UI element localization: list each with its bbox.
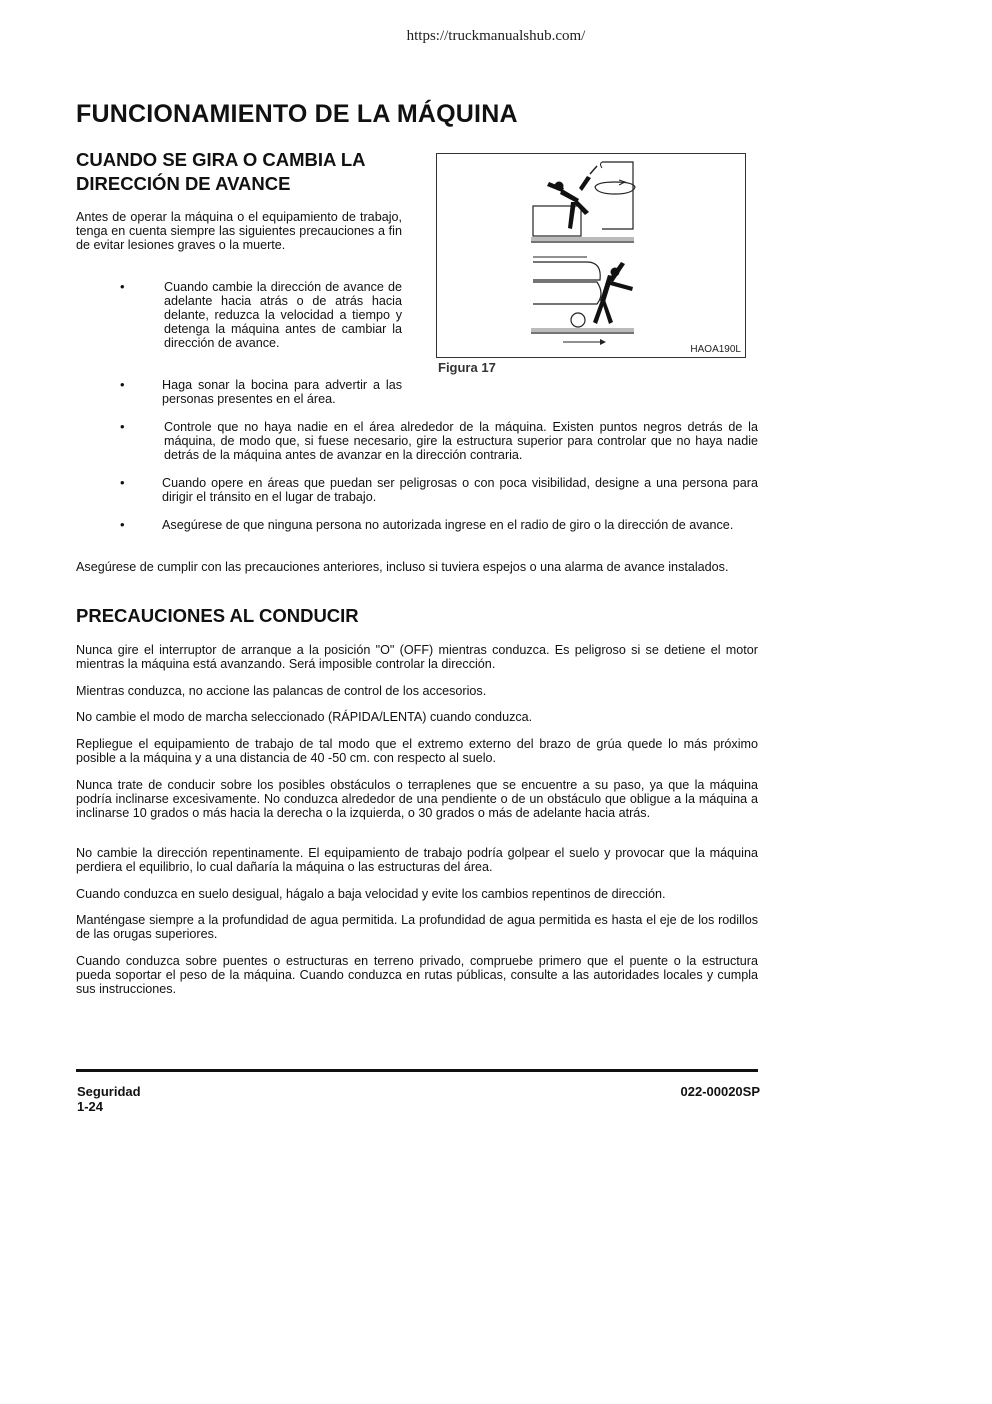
bullet-symbol: • bbox=[120, 377, 125, 392]
footer-section-name: Seguridad bbox=[77, 1084, 141, 1099]
page-title: FUNCIONAMIENTO DE LA MÁQUINA bbox=[76, 100, 518, 128]
bullet-item-3: Controle que no haya nadie en el área alrededor de la máquina. Existen puntos negros detrás de la máquina, de modo que, si fuese necesario, gire la estructura superior para controlar que no haya nadie detrás de la máquina antes de avanzar en la dirección contraria. bbox=[164, 420, 758, 462]
reversing-machine-scene bbox=[531, 257, 634, 345]
section2-paragraph: Cuando conduzca en suelo desigual, hágalo a baja velocidad y evite los cambios repentinos de dirección. bbox=[76, 887, 666, 901]
section2-paragraph: Manténgase siempre a la profundidad de agua permitida. La profundidad de agua permitida es hasta el eje de los rodillos de las orugas superiores. bbox=[76, 913, 758, 941]
bullet-symbol: • bbox=[120, 419, 125, 434]
section2-paragraph: Cuando conduzca sobre puentes o estructuras en terreno privado, compruebe primero que el puente o la estructura pueda soportar el peso de la máquina. Cuando conduzca en rutas públicas, consulte a las autoridades locales y cumpla sus instrucciones. bbox=[76, 954, 758, 996]
section1-heading-line2: DIRECCIÓN DE AVANCE bbox=[76, 173, 291, 194]
section1-heading-line1: CUANDO SE GIRA O CAMBIA LA bbox=[76, 149, 366, 170]
section2-paragraph: No cambie el modo de marcha seleccionado (RÁPIDA/LENTA) cuando conduzca. bbox=[76, 710, 533, 724]
turning-machine-scene bbox=[531, 162, 635, 242]
footer-left bbox=[77, 1084, 141, 1114]
bullet-symbol: • bbox=[120, 279, 125, 294]
section2-paragraph: Mientras conduzca, no accione las palancas de control de los accesorios. bbox=[76, 684, 487, 698]
section2-paragraph: Nunca gire el interruptor de arranque a la posición "O" (OFF) mientras conduzca. Es peligroso si se detiene el motor mientras la máquina está avanzando. Será imposible controlar la dirección. bbox=[76, 643, 758, 671]
footer-divider bbox=[76, 1069, 758, 1072]
bullet-item-5: Asegúrese de que ninguna persona no autorizada ingrese en el radio de giro o la dirección de avance. bbox=[162, 518, 734, 532]
figure-17-illustration bbox=[436, 153, 746, 358]
section2-paragraph: Repliegue el equipamiento de trabajo de tal modo que el extremo externo del brazo de grúa quede lo más próximo posible a la máquina y a una distancia de 40 -50 cm. con respecto al suelo. bbox=[76, 737, 758, 765]
figure-caption: Figura 17 bbox=[438, 360, 496, 375]
bullet-item-4: Cuando opere en áreas que puedan ser peligrosas o con poca visibilidad, designe a una persona para dirigir el tránsito en el lugar de trabajo. bbox=[162, 476, 758, 504]
bullet-symbol: • bbox=[120, 517, 125, 532]
section2-heading: PRECAUCIONES AL CONDUCIR bbox=[76, 605, 359, 626]
footer-page-number: 1-24 bbox=[77, 1099, 104, 1114]
figure-17-drawing bbox=[437, 154, 745, 357]
bullet-symbol: • bbox=[120, 475, 125, 490]
bullet-item-2: Haga sonar la bocina para advertir a las personas presentes en el área. bbox=[162, 378, 402, 406]
section2-paragraph: No cambie la dirección repentinamente. El equipamiento de trabajo podría golpear el suelo y provocar que la máquina perdiera el equilibrio, lo cual dañaría la máquina o las estructuras del área. bbox=[76, 846, 758, 874]
section1-closing: Asegúrese de cumplir con las precauciones anteriores, incluso si tuviera espejos o una alarma de avance instalados. bbox=[76, 560, 729, 574]
section1-heading bbox=[76, 148, 366, 196]
footer-doc-code: 022-00020SP bbox=[680, 1084, 760, 1099]
section1-intro: Antes de operar la máquina o el equipamiento de trabajo, tenga en cuenta siempre las siguientes precauciones a fin de evitar lesiones graves o la muerte. bbox=[76, 210, 402, 252]
bullet-item-1: Cuando cambie la dirección de avance de adelante hacia atrás o de atrás hacia delante, reduzca la velocidad a tiempo y detenga la máquina antes de cambiar la dirección de avance. bbox=[164, 280, 402, 350]
source-url: https://truckmanualshub.com/ bbox=[406, 28, 586, 44]
figure-code: HAOA190L bbox=[690, 344, 741, 355]
section2-paragraph: Nunca trate de conducir sobre los posibles obstáculos o terraplenes que se encuentre a su paso, ya que la máquina podría inclinarse excesivamente. No conduzca alrededor de una pendiente o de un obstáculo que obligue a la máquina a inclinarse 10 grados o más hacia la derecha o la izquierda, o 30 grados o más de adelante hacia atrás. bbox=[76, 778, 758, 820]
